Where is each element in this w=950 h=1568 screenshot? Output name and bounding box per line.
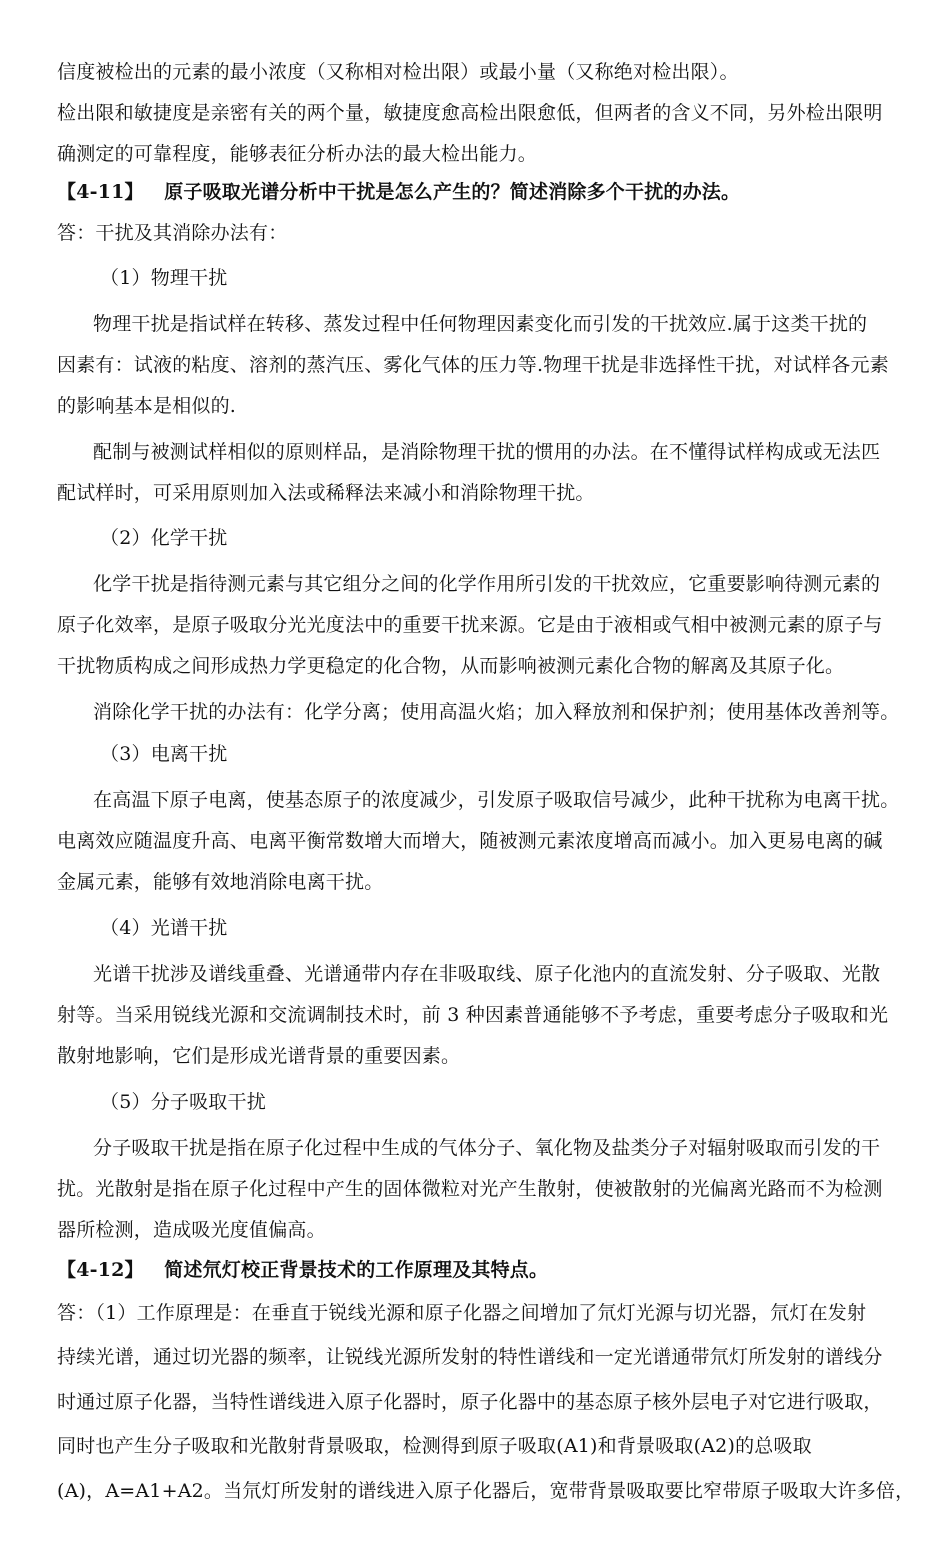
- text-line-31: 持续光谱，通过切光器的频率，让锐线光源所发射的特性谱线和一定光谱通带氘灯所发射的谱线分: [57, 1346, 883, 1368]
- text-line-26: 分子吸取干扰是指在原子化过程中生成的气体分子、氧化物及盐类分子对辐射吸取而引发的干: [93, 1137, 881, 1159]
- text-line-2: 检出限和敏捷度是亲密有关的两个量，敏捷度愈高检出限愈低，但两者的含义不同，另外检出限明: [57, 102, 883, 124]
- text-line-20: 金属元素，能够有效地消除电离干扰。: [57, 871, 384, 893]
- section-4-heading: （4）光谱干扰: [100, 917, 228, 939]
- text-line-10: 配制与被测试样相似的原则样品，是消除物理干扰的惯用的办法。在不懂得试样构成或无法匹: [93, 441, 881, 463]
- section-3-heading: （3）电离干扰: [100, 743, 228, 765]
- section-2-heading: （2）化学干扰: [100, 527, 228, 549]
- text-line-32: 时通过原子化器，当特性谱线进入原子化器时，原子化器中的基态原子核外层电子对它进行吸取，: [57, 1391, 883, 1413]
- text-line-1: 信度被检出的元素的最小浓度（又称相对检出限）或最小量（又称绝对检出限）。: [57, 61, 739, 83]
- text-line-9: 的影响基本是相似的.: [57, 395, 237, 417]
- text-line-14: 原子化效率，是原子吸取分光光度法中的重要干扰来源。它是由于液相或气相中被测元素的原子与: [57, 614, 883, 636]
- text-line-22: 光谱干扰涉及谱线重叠、光谱通带内存在非吸取线、原子化池内的直流发射、分子吸取、光散: [93, 963, 881, 985]
- answer-intro: 答：干扰及其消除办法有：: [57, 222, 288, 244]
- text-line-30: 答：（1）工作原理是：在垂直于锐线光源和原子化器之间增加了氘灯光源与切光器，氘灯在发射: [57, 1302, 867, 1324]
- question-4-11-heading: 【4-11】 原子吸取光谱分析中干扰是怎么产生的？简述消除多个干扰的办法。: [57, 181, 741, 203]
- text-line-34: (A)，A=A1+A2。当氘灯所发射的谱线进入原子化器后，宽带背景吸取要比窄带原子吸取大许多倍，: [57, 1480, 915, 1502]
- text-line-33: 同时也产生分子吸取和光散射背景吸取，检测得到原子吸取(A1)和背景吸取(A2)的总吸取: [57, 1435, 812, 1457]
- section-5-heading: （5）分子吸取干扰: [100, 1091, 266, 1113]
- text-line-27: 扰。光散射是指在原子化过程中产生的固体微粒对光产生散射，使被散射的光偏离光路而不为检测: [57, 1178, 883, 1200]
- text-line-13: 化学干扰是指待测元素与其它组分之间的化学作用所引发的干扰效应，它重要影响待测元素的: [93, 573, 881, 595]
- text-line-3: 确测定的可靠程度，能够表征分析办法的最大检出能力。: [57, 143, 538, 165]
- text-line-11: 配试样时，可采用原则加入法或稀释法来减小和消除物理干扰。: [57, 482, 595, 504]
- section-1-heading: （1）物理干扰: [100, 267, 228, 289]
- text-line-16: 消除化学干扰的办法有：化学分离；使用高温火焰；加入释放剂和保护剂；使用基体改善剂等。: [93, 701, 900, 723]
- text-line-15: 干扰物质构成之间形成热力学更稳定的化合物，从而影响被测元素化合物的解离及其原子化。: [57, 655, 845, 677]
- text-line-18: 在高温下原子电离，使基态原子的浓度减少，引发原子吸取信号减少，此种干扰称为电离干扰。: [93, 789, 900, 811]
- text-line-24: 散射地影响，它们是形成光谱背景的重要因素。: [57, 1045, 461, 1067]
- text-line-23: 射等。当采用锐线光源和交流调制技术时，前 3 种因素普通能够不予考虑，重要考虑分子吸取和光: [57, 1004, 889, 1026]
- text-line-8: 因素有：试液的粘度、溶剂的蒸汽压、雾化气体的压力等.物理干扰是非选择性干扰，对试样各元素: [57, 354, 889, 376]
- text-line-19: 电离效应随温度升高、电离平衡常数增大而增大，随被测元素浓度增高而减小。加入更易电离的碱: [57, 830, 883, 852]
- question-4-12-heading: 【4-12】 简述氘灯校正背景技术的工作原理及其特点。: [57, 1259, 549, 1281]
- text-line-28: 器所检测，造成吸光度值偏高。: [57, 1219, 326, 1241]
- text-line-7: 物理干扰是指试样在转移、蒸发过程中任何物理因素变化而引发的干扰效应.属于这类干扰的: [93, 313, 868, 335]
